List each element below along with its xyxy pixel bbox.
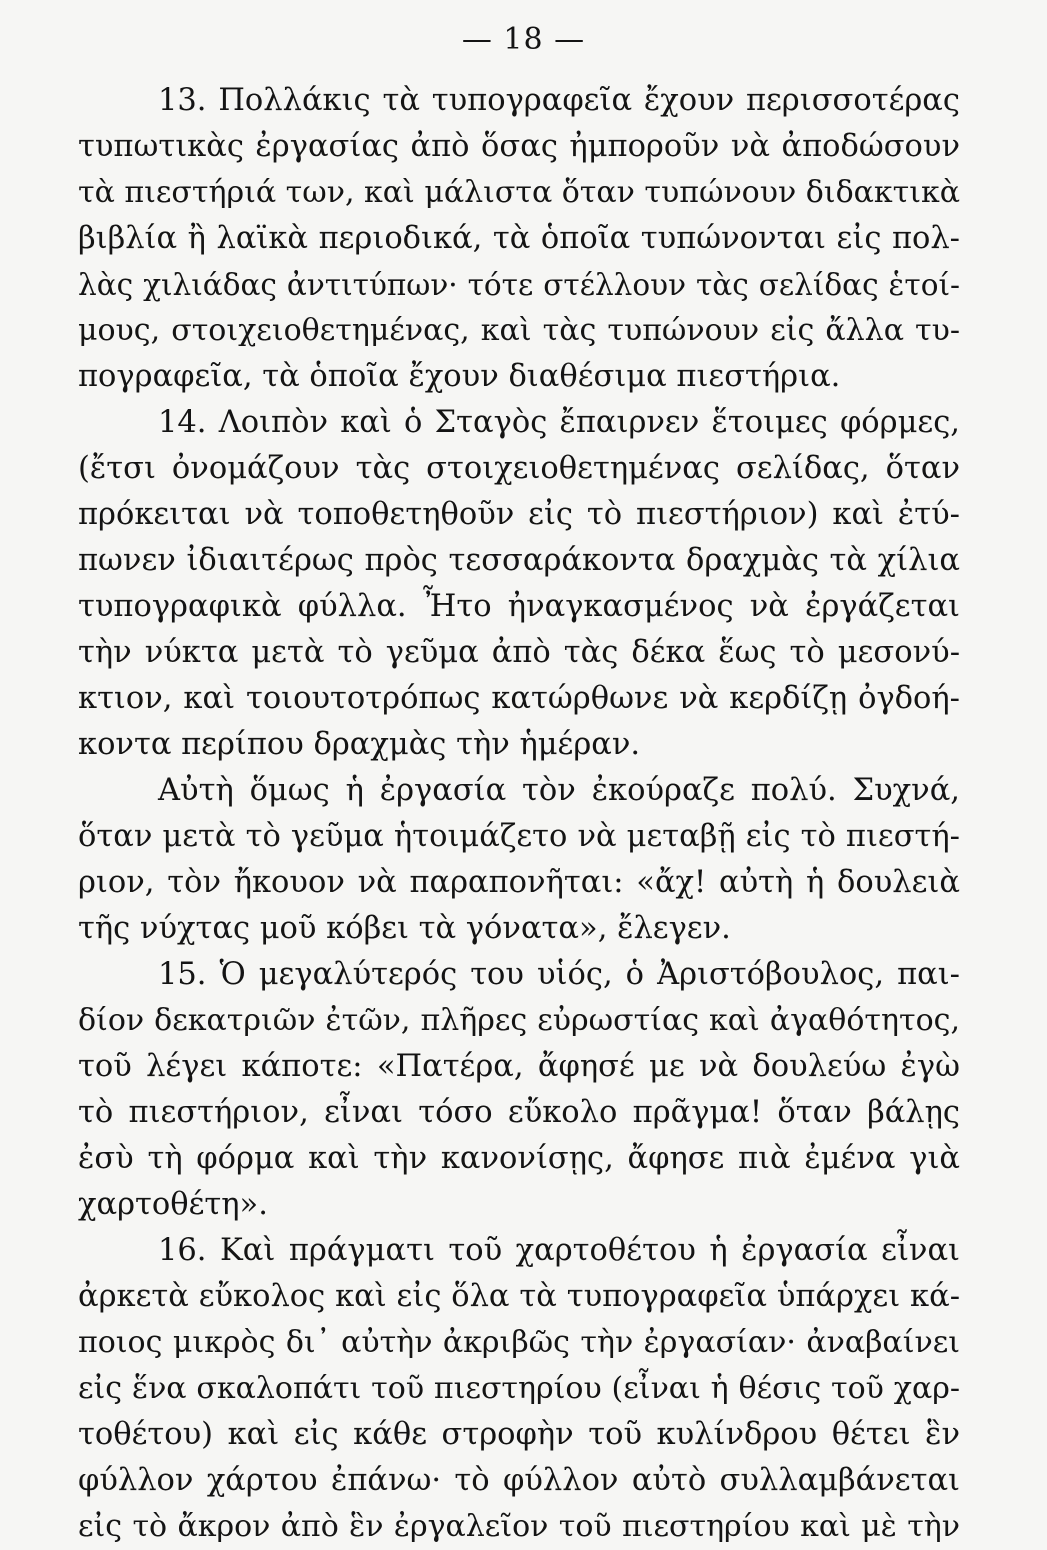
text-line: τὸ πιεστήριον, εἶναι τόσο εὔκολο πρᾶγμα! ὅταν βάλῃς bbox=[78, 1095, 960, 1130]
text-line: ἀρκετὰ εὔκολος καὶ εἰς ὅλα τὰ τυπογραφεῖα ὑπάρχει κά- bbox=[78, 1279, 960, 1314]
text-line: πρόκειται νὰ τοποθετηθοῦν εἰς τὸ πιεστήριον) καὶ ἐτύ- bbox=[78, 497, 960, 532]
text-line: μους, στοιχειοθετημένας, καὶ τὰς τυπώνουν εἰς ἄλλα τυ- bbox=[78, 313, 960, 348]
text-line: (ἔτσι ὀνομάζουν τὰς στοιχειοθετημένας σελίδας, ὅταν bbox=[78, 451, 960, 486]
text-line: φύλλον χάρτου ἐπάνω· τὸ φύλλον αὐτὸ συλλαμβάνεται bbox=[78, 1463, 960, 1498]
text-line: 13. Πολλάκις τὰ τυπογραφεῖα ἔχουν περισσοτέρας bbox=[158, 83, 960, 118]
text-line: 15. Ὁ μεγαλύτερός του υἱός, ὁ Ἀριστόβουλος, παι- bbox=[158, 957, 960, 992]
text-line: εἰς τὸ ἄκρον ἀπὸ ἓν ἐργαλεῖον τοῦ πιεστηρίου καὶ μὲ τὴν bbox=[78, 1509, 960, 1544]
text-line: κοντα περίπου δραχμὰς τὴν ἡμέραν. bbox=[78, 727, 641, 762]
text-line: πωνεν ἰδιαιτέρως πρὸς τεσσαράκοντα δραχμὰς τὰ χίλια bbox=[78, 543, 960, 578]
text-line: τοῦ λέγει κάποτε: «Πατέρα, ἄφησέ με νὰ δουλεύω ἐγὼ bbox=[78, 1049, 960, 1084]
text-line: χαρτοθέτη». bbox=[78, 1187, 268, 1222]
text-line: ἐσὺ τὴ φόρμα καὶ τὴν κανονίσῃς, ἄφησε πιὰ ἐμένα γιὰ bbox=[78, 1141, 960, 1176]
text-line: τυπογραφικὰ φύλλα. Ἦτο ἠναγκασμένος νὰ ἐργάζεται bbox=[78, 589, 960, 624]
text-line: πογραφεῖα, τὰ ὁποῖα ἔχουν διαθέσιμα πιεστήρια. bbox=[78, 359, 841, 394]
text-line: Αὐτὴ ὅμως ἡ ἐργασία τὸν ἐκούραζε πολύ. Συχνά, bbox=[158, 773, 960, 808]
text-line: 14. Λοιπὸν καὶ ὁ Σταγὸς ἔπαιρνεν ἕτοιμες φόρμες, bbox=[158, 405, 960, 440]
text-line: ὅταν μετὰ τὸ γεῦμα ἡτοιμάζετο νὰ μεταβῇ εἰς τὸ πιεστή- bbox=[78, 819, 960, 854]
text-line: 16. Καὶ πράγματι τοῦ χαρτοθέτου ἡ ἐργασία εἶναι bbox=[158, 1233, 960, 1268]
text-line: δίον δεκατριῶν ἐτῶν, πλῆρες εὐρωστίας καὶ ἀγαθότητος, bbox=[78, 1003, 960, 1038]
text-line: εἰς ἕνα σκαλοπάτι τοῦ πιεστηρίου (εἶναι ἡ θέσις τοῦ χαρ- bbox=[78, 1371, 960, 1406]
body-text bbox=[78, 78, 960, 1550]
text-line: τυπωτικὰς ἐργασίας ἀπὸ ὅσας ἠμποροῦν νὰ ἀποδώσουν bbox=[78, 129, 960, 164]
text-line: κτιον, καὶ τοιουτοτρόπως κατώρθωνε νὰ κερδίζῃ ὀγδοή- bbox=[78, 681, 960, 716]
page-number: — 18 — bbox=[461, 22, 586, 57]
text-line: τῆς νύχτας μοῦ κόβει τὰ γόνατα», ἔλεγεν. bbox=[78, 911, 731, 946]
text-line: τὴν νύκτα μετὰ τὸ γεῦμα ἀπὸ τὰς δέκα ἕως τὸ μεσονύ- bbox=[78, 635, 960, 670]
text-line: τοθέτου) καὶ εἰς κάθε στροφὴν τοῦ κυλίνδρου θέτει ἓν bbox=[78, 1417, 960, 1452]
text-line: ποιος μικρὸς δι᾿ αὐτὴν ἀκριβῶς τὴν ἐργασίαν· ἀναβαίνει bbox=[78, 1325, 960, 1360]
text-line: λὰς χιλιάδας ἀντιτύπων· τότε στέλλουν τὰς σελίδας ἑτοί- bbox=[78, 268, 960, 302]
text-line: ριον, τὸν ἤκουον νὰ παραπονῆται: «ἄχ! αὐτὴ ἡ δουλειὰ bbox=[78, 865, 960, 900]
text-line: τὰ πιεστήριά των, καὶ μάλιστα ὅταν τυπώνουν διδακτικὰ bbox=[78, 175, 960, 210]
text-line: βιβλία ἢ λαϊκὰ περιοδικά, τὰ ὁποῖα τυπώνονται εἰς πολ- bbox=[78, 221, 960, 256]
